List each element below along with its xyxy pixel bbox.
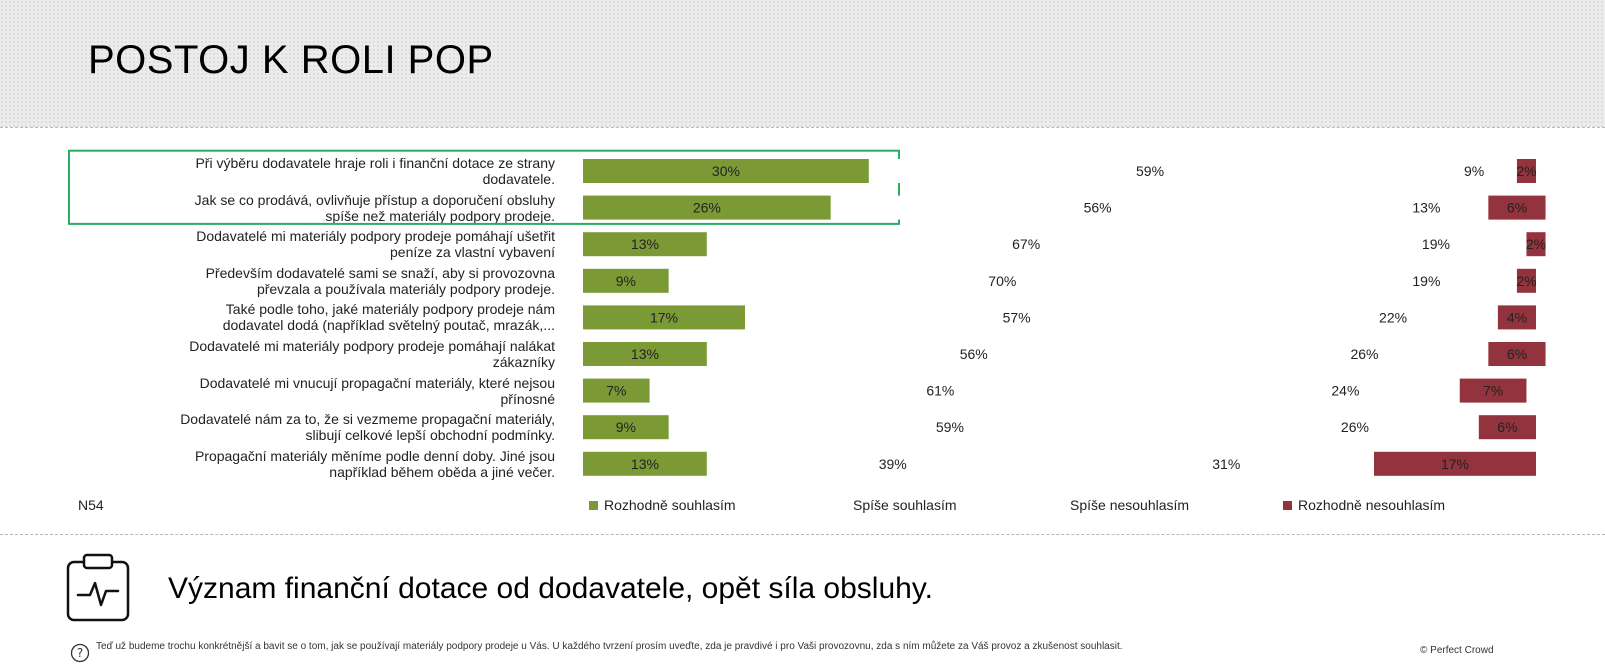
legend-item	[853, 497, 957, 513]
page-title: POSTOJ K ROLI POP	[88, 38, 494, 82]
conclusion-text: Význam finanční dotace od dodavatele, opět síla obsluhy.	[168, 572, 933, 605]
data-label: 70%	[988, 272, 1017, 289]
legend-item	[1070, 497, 1189, 513]
data-label: 13%	[630, 455, 659, 472]
data-label: 26%	[1340, 419, 1369, 436]
data-label: 22%	[1379, 309, 1408, 326]
category-label-line: dodavatele.	[482, 171, 555, 187]
bottom-divider	[0, 534, 1605, 535]
data-label: 9%	[615, 272, 637, 289]
data-label: 39%	[878, 455, 907, 472]
footnote-text: Teď už budeme trochu konkrétnější a bavit se o tom, jak se používají materiály podpory prodeje u Vás. U každého tvrzení prosím uveďte, zda je pravdivé i pro Vaši provozovnu, zda s ním můžete za Váš provoz a zkušenost souhlasit.	[96, 641, 1123, 652]
legend-label: Rozhodně souhlasím	[604, 497, 736, 513]
data-label: 24%	[1331, 382, 1360, 399]
data-label: 31%	[1212, 455, 1241, 472]
data-label: 61%	[926, 382, 955, 399]
category-label-line: dodavatel dodá (například světelný poutač, mrazák,...	[222, 317, 555, 334]
legend-label: Rozhodně nesouhlasím	[1298, 497, 1446, 513]
category-label-line: Propagační materiály měníme podle denní doby. Jiné jsou	[194, 447, 555, 464]
category-label-line: slibují celkové lepší obchodní podmínky.	[305, 427, 555, 444]
copyright: © Perfect Crowd	[1420, 645, 1494, 656]
data-label: 17%	[1440, 455, 1470, 472]
data-label: 17%	[649, 309, 679, 326]
data-label: 2%	[1525, 236, 1547, 253]
data-label: 13%	[630, 346, 659, 362]
data-label: 13%	[630, 236, 659, 253]
data-label: 67%	[1012, 236, 1041, 253]
legend-label: Spíše souhlasím	[853, 497, 957, 513]
category-label-line: Dodavatelé mi vnucují propagační materiály, které nejsou	[199, 374, 555, 391]
data-label: 59%	[935, 419, 964, 436]
category-label-line: Dodavatelé mi materiály podpory prodeje pomáhají ušetřit	[196, 228, 555, 245]
data-label: 57%	[1002, 309, 1031, 326]
category-label-line: Také podle toho, jaké materiály podpory prodeje nám	[225, 301, 555, 318]
data-label: 7%	[1482, 382, 1504, 399]
data-label: 56%	[959, 346, 988, 362]
legend-item	[1283, 497, 1445, 513]
data-label: 26%	[1350, 346, 1379, 362]
legend-swatch	[1283, 501, 1292, 510]
data-label: 19%	[1412, 272, 1441, 289]
data-label: 6%	[1506, 199, 1528, 216]
category-label-line: peníze za vlastní vybavení	[390, 244, 555, 261]
data-label: 2%	[1516, 163, 1537, 179]
legend-swatch	[589, 501, 598, 510]
clipboard-pulse-icon	[66, 553, 130, 623]
legend-label: Spíše nesouhlasím	[1070, 497, 1190, 513]
question-circle-icon	[70, 643, 90, 663]
category-label-line: Při výběru dodavatele hraje roli i finanční dotace ze strany	[195, 155, 555, 171]
category-label-line: přínosné	[500, 390, 555, 407]
category-label-line: převzala a používala materiály podpory prodeje.	[256, 280, 555, 297]
category-label-line: zákazníky	[492, 354, 555, 370]
category-label-line: Jak se co prodává, ovlivňuje přístup a doporučení obsluhy	[194, 191, 555, 208]
data-label: 59%	[1136, 163, 1165, 179]
data-label: 30%	[711, 163, 740, 179]
svg-text:?: ?	[76, 646, 84, 660]
data-label: 9%	[615, 419, 637, 436]
category-label-line: spíše než materiály podpory prodeje.	[325, 207, 555, 224]
category-label-line: Především dodavatelé sami se snaží, aby si provozovna	[205, 264, 555, 281]
data-label: 6%	[1506, 346, 1528, 362]
data-label: 6%	[1497, 419, 1518, 436]
category-label-line: například během oběda a jiné večer.	[329, 463, 555, 480]
data-label: 7%	[606, 382, 627, 399]
data-label: 13%	[1412, 199, 1441, 216]
data-label: 2%	[1516, 272, 1537, 289]
data-label: 19%	[1421, 236, 1450, 253]
data-label: 9%	[1463, 163, 1485, 179]
sample-size: N54	[78, 497, 104, 513]
data-label: 56%	[1083, 199, 1112, 216]
category-label-line: Dodavatelé nám za to, že si vezmeme propagační materiály,	[180, 411, 555, 428]
data-label: 4%	[1506, 309, 1528, 326]
category-label-line: Dodavatelé mi materiály podpory prodeje pomáhají nalákat	[189, 338, 555, 354]
legend-item	[589, 497, 736, 513]
data-label: 26%	[692, 199, 721, 216]
